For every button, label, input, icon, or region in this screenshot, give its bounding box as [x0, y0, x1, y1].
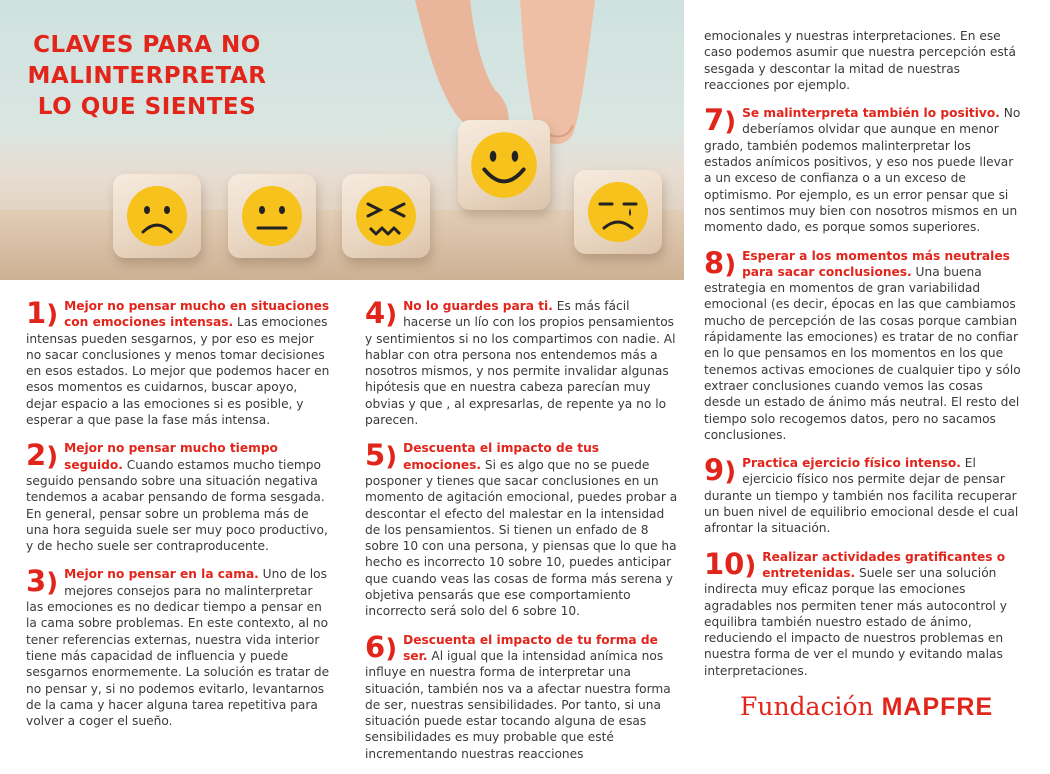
tip-number: 1: [26, 296, 47, 330]
tip-number: 7: [704, 103, 725, 138]
tip-paren: ): [724, 107, 737, 138]
tip-6-continued: [704, 28, 1022, 93]
header-photo: [0, 0, 684, 280]
tip-4: [365, 298, 681, 428]
crying-face-icon: [586, 180, 650, 244]
tip-heading: Mejor no pensar mucho tiempo seguido.: [64, 441, 278, 472]
tip-body: Es más fácil hacerse un lío con los propios pensamientos y sentimientos si no los compartimos con nadie. Al hablar con otra persona nos entendemos más a nosotros mismos, y nos permite invalidar algunas hipótesis que en nuestra cabeza parecían muy obvias y que , al expresarlas, de repente ya no lo parecen.: [365, 299, 676, 428]
tip-body: No deberíamos olvidar que aunque en menor grado, también podemos malinterpretar los estados anímicos positivos, y eso nos puede llevar a un exceso de confianza o a un exceso de optimismo. Por ejemplo, es un error pensar que si nos sentimos muy bien con nosotros mismos en un momento dado, es porque somos superiores.: [704, 106, 1021, 235]
title-line-3: LO QUE SIENTES: [37, 94, 257, 120]
happy-face-icon: [469, 130, 539, 200]
tip-6: [365, 629, 681, 762]
tip-heading: Se malinterpreta también lo positivo.: [742, 106, 1000, 121]
column-left: [26, 298, 332, 741]
tip-body: Una buena estrategia en momentos de gran variabilidad emocional (es decir, épocas en las que cambiamos mucho de percepción de las cosas porque cambian rápidamente las emociones) es tratar de no confiar en lo que pensamos en los momentos en los que tenemos activas emociones de cualquier tipo y sólo extraer conclusiones cuando vemos las cosas desde un estado de ánimo más neutral. El resto del tiempo solo recogemos datos, pero no sacamos conclusiones.: [704, 264, 1021, 442]
tip-body: Cuando estamos mucho tiempo seguido pensando sobre una situación negativa tendemos a acabar pensando de forma sesgada. En general, pensar sobre un problema más de una hora seguida suele ser muy poco productivo, y de hecho suele ser contraproducente.: [26, 457, 328, 554]
title-line-2: MALINTERPRETAR: [27, 63, 267, 89]
neutral-face-icon: [240, 184, 304, 248]
fundacion-mapfre-logo: [740, 692, 993, 726]
column-middle: [365, 298, 681, 774]
tip-number: 9: [704, 453, 725, 488]
tip-10: [704, 546, 1022, 679]
logo-mapfre: MAPFRE: [881, 693, 994, 721]
tip-heading: Descuenta el impacto de tus emociones.: [403, 441, 600, 472]
tip-8: [704, 245, 1022, 444]
tip-number: 2: [26, 438, 47, 473]
cube-crying: [574, 170, 662, 254]
cube-happy: [458, 120, 550, 210]
tip-paren: ): [46, 568, 59, 599]
tip-number: 8: [704, 245, 725, 280]
tip-heading: Esperar a los momentos más neutrales para sacar conclusiones.: [742, 248, 1010, 279]
tip-body: Si es algo que no se puede posponer y tienes que sacar conclusiones en un momento de agitación emocional, puedes probar a descontar el efecto del malestar en la intensidad de los pensamientos. Si tienen un enfado de 8 sobre 10 con una persona, y piensas que lo que ha hecho es incorrecto 10 sobre 10, puedes anticipar que cuando veas las cosas de forma más serena y objetiva pensarás que ese comportamiento incorrecto será solo del 6 sobre 10.: [365, 457, 678, 619]
tip-body: Las emociones intensas pueden sesgarnos, y por eso es mejor no sacar conclusiones y menos tomar decisiones en esos estados. Lo mejor que podemos hacer en esos momentos es cuidarnos, buscar apoyo, dejar espacio a las emociones si es posible, y esperar a que pase la fase más intensa.: [26, 315, 330, 428]
tip-body: emocionales y nuestras interpretaciones. En ese caso podemos asumir que nuestra percepción está sesgada y descontar la mitad de nuestras reacciones por ejemplo.: [704, 29, 1016, 92]
cube-sad: [113, 174, 201, 258]
tip-1: [26, 298, 332, 428]
tip-number: 10: [704, 546, 745, 581]
tip-3: [26, 566, 332, 729]
tip-paren: ): [385, 442, 398, 473]
cube-squint: [342, 174, 430, 258]
cube-neutral: [228, 174, 316, 258]
tip-heading: Practica ejercicio físico intenso.: [742, 456, 961, 471]
tip-body: El ejercicio físico nos permite dejar de pensar durante un tiempo y también nos facilita recuperar un buen nivel de equilibrio emocional desde el cual afrontar la situación.: [704, 456, 1019, 536]
tip-paren: ): [46, 300, 59, 330]
tip-number: 3: [26, 564, 47, 599]
title-line-1: CLAVES PARA NO: [33, 32, 261, 58]
tip-heading: Mejor no pensar mucho en situaciones con emociones intensas.: [64, 299, 330, 330]
tip-heading: Mejor no pensar en la cama.: [64, 567, 259, 582]
tip-paren: ): [724, 249, 737, 280]
tip-7: [704, 105, 1022, 235]
sad-face-icon: [125, 184, 189, 248]
tip-9: [704, 455, 1022, 536]
page-title: [22, 30, 272, 123]
tip-body: Al igual que la intensidad anímica nos influye en nuestra forma de interpretar una situación, también nos va a afectar nuestra forma de ser, nuestras sensibilidades. Por tanto, si una situación puede estar tocando alguna de esas sensibilidades es muy probable que esté incrementando nuestras reacciones: [365, 648, 671, 761]
tip-heading: No lo guardes para ti.: [403, 299, 553, 313]
squint-face-icon: [354, 184, 418, 248]
tip-heading: Descuenta el impacto de tu forma de ser.: [403, 632, 658, 663]
logo-fundacion: Fundación: [740, 692, 874, 721]
tip-2: [26, 440, 332, 554]
tip-paren: ): [724, 457, 737, 488]
tip-5: [365, 440, 681, 619]
tip-paren: ): [744, 550, 757, 581]
column-right: [704, 28, 1022, 691]
tip-paren: ): [385, 633, 398, 664]
tip-number: 5: [365, 438, 386, 473]
tip-body: Uno de los mejores consejos para no malinterpretar las emociones es no dedicar tiempo a pensar en la cama sobre problemas. En este contexto, al no tener referencias externas, nuestra vida interior tiene más capacidad de influencia y puede sesgarnos enormemente. La solución es tratar de no pensar y, si no podemos evitarlo, levantarnos de la cama y hacer alguna tarea repetitiva para volver a coger el sueño.: [26, 567, 330, 729]
tip-number: 4: [365, 296, 386, 330]
tip-body: Suele ser una solución indirecta muy eficaz porque las emociones agradables nos permiten tener más autocontrol y equilibra también nuestro estado de ánimo, reduciendo el impacto de nuestros problemas en nuestra forma de ver el mundo y evitando malas interpretaciones.: [704, 565, 1008, 678]
tip-paren: ): [46, 442, 59, 473]
tip-paren: ): [385, 300, 398, 330]
tip-heading: Realizar actividades gratificantes o entretenidas.: [762, 549, 1006, 580]
tip-number: 6: [365, 629, 386, 664]
